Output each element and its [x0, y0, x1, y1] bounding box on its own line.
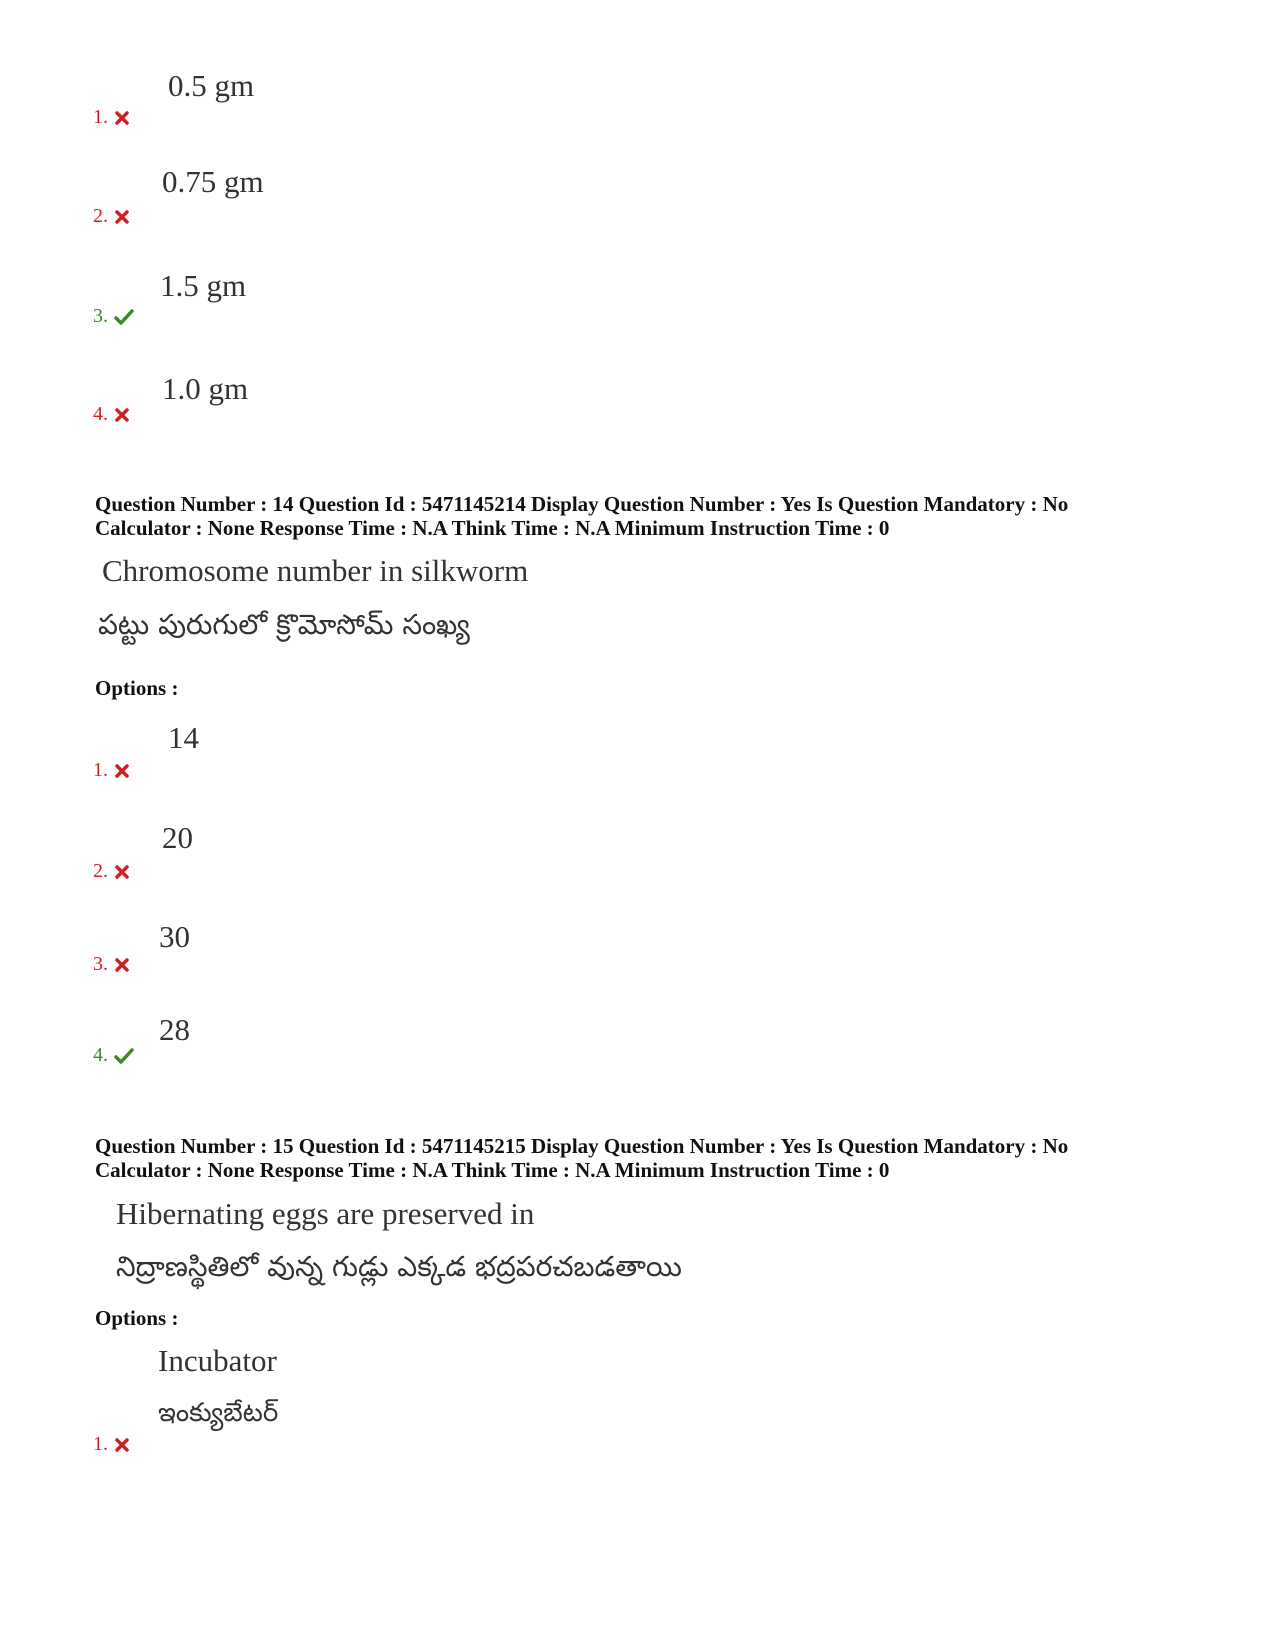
option-text: 14 — [168, 720, 199, 755]
question-meta — [95, 1134, 1195, 1182]
question-meta-line1: Question Number : 14 Question Id : 5471145214 Display Question Number : Yes Is Question Mandatory : No — [95, 492, 1069, 516]
option-number-label: 2. — [93, 860, 108, 882]
option-text: 28 — [159, 1012, 190, 1047]
option-number — [93, 759, 130, 782]
check-icon — [114, 1047, 134, 1065]
check-icon — [114, 308, 134, 326]
question-text-telugu: నిద్రాణస్థితిలో వున్న గుడ్లు ఎక్కడ భద్రపరచబడతాయి — [116, 1250, 682, 1283]
option-text: 0.5 gm — [168, 68, 255, 103]
cross-icon — [114, 407, 130, 423]
option-number-label: 1. — [93, 759, 108, 781]
option-text: 1.0 gm — [162, 371, 249, 406]
option-number — [93, 1044, 134, 1067]
option-number-label: 4. — [93, 1044, 108, 1066]
cross-icon — [114, 763, 130, 779]
option-number — [93, 305, 134, 328]
cross-icon — [114, 957, 130, 973]
option-text: 30 — [159, 919, 190, 954]
option-text: 20 — [162, 820, 193, 855]
option-text-english: Incubator — [158, 1343, 277, 1378]
option-number — [93, 106, 130, 129]
option-number-label: 3. — [93, 305, 108, 327]
option-text: 1.5 gm — [160, 268, 247, 303]
option-number-label: 1. — [93, 106, 108, 128]
option-number — [93, 205, 130, 228]
cross-icon — [114, 110, 130, 126]
question-meta — [95, 492, 1195, 540]
option-number — [93, 403, 130, 426]
options-label: Options : — [95, 1306, 179, 1330]
option-number — [93, 1433, 130, 1456]
question-text-english: Hibernating eggs are preserved in — [116, 1196, 535, 1231]
option-number — [93, 860, 130, 883]
question-meta-line2: Calculator : None Response Time : N.A Think Time : N.A Minimum Instruction Time : 0 — [95, 1158, 890, 1182]
cross-icon — [114, 209, 130, 225]
question-meta-line1: Question Number : 15 Question Id : 5471145215 Display Question Number : Yes Is Question Mandatory : No — [95, 1134, 1069, 1158]
option-number-label: 1. — [93, 1433, 108, 1455]
option-number-label: 2. — [93, 205, 108, 227]
cross-icon — [114, 864, 130, 880]
cross-icon — [114, 1437, 130, 1453]
question-text-english: Chromosome number in silkworm — [102, 553, 529, 588]
option-number — [93, 953, 130, 976]
question-text-telugu: పట్టు పురుగులో క్రొమోసోమ్ సంఖ్య — [98, 608, 470, 641]
options-label: Options : — [95, 676, 179, 700]
option-number-label: 4. — [93, 403, 108, 425]
question-meta-line2: Calculator : None Response Time : N.A Think Time : N.A Minimum Instruction Time : 0 — [95, 516, 890, 540]
option-text-telugu: ఇంక్యుబేటర్ — [158, 1398, 279, 1428]
option-number-label: 3. — [93, 953, 108, 975]
option-text: 0.75 gm — [162, 164, 264, 199]
